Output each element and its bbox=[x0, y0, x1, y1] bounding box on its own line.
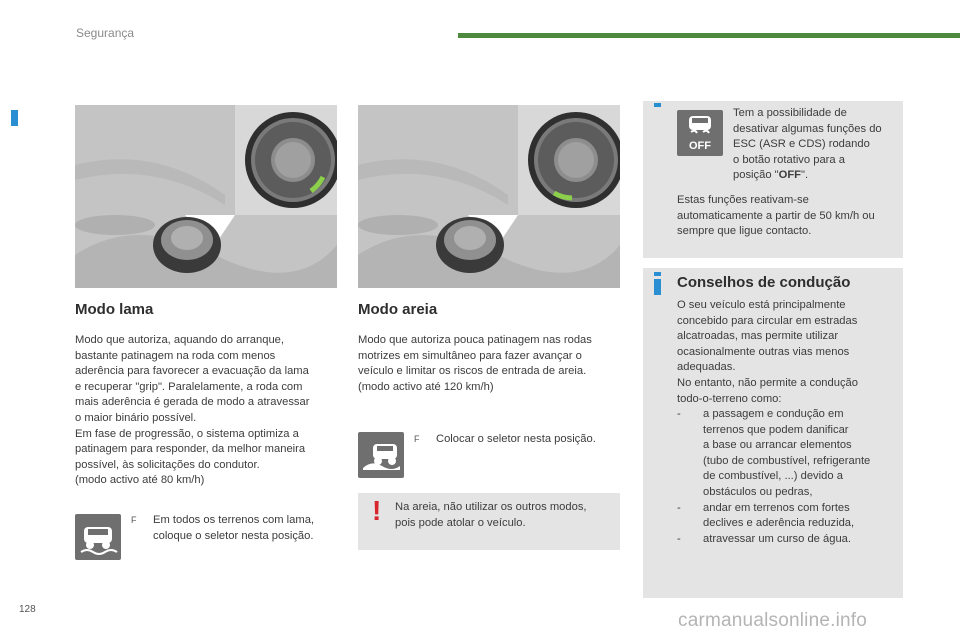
text-line: No entanto, não permite a condução bbox=[677, 376, 858, 389]
sand-mode-icon bbox=[358, 432, 404, 478]
list-item bbox=[677, 407, 901, 501]
text-line: aderência para favorecer a evacuação da lama bbox=[75, 365, 309, 378]
info-icon bbox=[654, 279, 661, 295]
off-keyword: OFF bbox=[778, 169, 802, 182]
esc-reactivate-text bbox=[677, 193, 901, 240]
dash-marker: - bbox=[677, 408, 681, 420]
text-line: terrenos que podem danificar bbox=[703, 423, 849, 436]
list-item bbox=[677, 532, 901, 548]
text-line: sempre que ligue contacto. bbox=[677, 225, 812, 238]
text-line: e recuperar "grip". Paralelamente, a roda com bbox=[75, 380, 303, 393]
info-icon bbox=[11, 110, 18, 126]
text-line: O seu veículo está principalmente bbox=[677, 299, 846, 311]
text-line: pois pode atolar o veículo. bbox=[395, 516, 526, 529]
text-line: ocasionalmente outras vias menos bbox=[677, 345, 850, 358]
driving-advice-intro bbox=[677, 298, 901, 407]
text-line: mais aderência é gerada de modo a atravessar bbox=[75, 396, 310, 409]
dash-marker: - bbox=[677, 532, 681, 545]
bullet-marker: F bbox=[131, 515, 137, 525]
text-line: adequadas. bbox=[677, 361, 736, 374]
text-line: possível, às solicitações do condutor. bbox=[75, 458, 260, 471]
section-bar bbox=[458, 33, 960, 38]
text-line: andar em terrenos com fortes bbox=[703, 501, 850, 514]
text-line: Na areia, não utilizar os outros modos, bbox=[395, 501, 587, 513]
text-line: bastante patinagem na roda com menos bbox=[75, 349, 276, 362]
text-line: o maior binário possível. bbox=[75, 411, 197, 424]
driving-advice-list bbox=[677, 407, 901, 547]
esc-off-icon bbox=[677, 110, 723, 156]
text-fragment: posição " bbox=[733, 169, 779, 182]
watermark: carmanualsonline.info bbox=[678, 610, 868, 631]
esc-off-icon-label: OFF bbox=[689, 140, 711, 152]
text-line: (tubo de combustível, refrigerante bbox=[703, 454, 871, 467]
text-line: a passagem e condução em bbox=[703, 408, 844, 420]
text-line: automaticamente a partir de 50 km/h ou bbox=[677, 209, 875, 222]
esc-off-text bbox=[733, 106, 901, 184]
info-icon-dot bbox=[654, 103, 661, 107]
text-line: coloque o seletor nesta posição. bbox=[153, 529, 314, 542]
text-line: atravessar um curso de água. bbox=[703, 532, 851, 545]
text-line: (modo activo até 120 km/h) bbox=[358, 380, 494, 393]
mud-mode-description bbox=[75, 333, 343, 489]
mud-mode-dial-illustration bbox=[75, 105, 337, 288]
list-item bbox=[677, 501, 901, 532]
text-line: motrizes em simultâneo para fazer avançar o bbox=[358, 349, 582, 362]
text-line: Tem a possibilidade de bbox=[733, 107, 847, 119]
info-icon-dot bbox=[654, 272, 661, 276]
text-line: Estas funções reativam-se bbox=[677, 194, 809, 206]
sand-mode-title: Modo areia bbox=[358, 301, 438, 318]
sand-mode-dial-illustration bbox=[358, 105, 620, 288]
text-line: concebido para circular em estradas bbox=[677, 314, 858, 327]
text-line: desativar algumas funções do bbox=[733, 122, 882, 135]
text-line: a base ou arrancar elementos bbox=[703, 439, 852, 452]
mud-mode-instruction bbox=[131, 513, 341, 544]
mud-mode-title: Modo lama bbox=[75, 301, 154, 318]
text-line: Modo que autoriza, aquando do arranque, bbox=[75, 334, 284, 346]
text-line: patinagem para responder, da melhor maneira bbox=[75, 443, 306, 456]
text-line: todo-o-terreno como: bbox=[677, 392, 782, 405]
driving-advice-title: Conselhos de condução bbox=[677, 274, 851, 291]
text-line: Em todos os terrenos com lama, bbox=[153, 514, 315, 526]
text-line: Colocar o seletor nesta posição. bbox=[436, 433, 596, 445]
dash-marker: - bbox=[677, 501, 681, 514]
text-line: Modo que autoriza pouca patinagem nas rodas bbox=[358, 334, 592, 346]
mud-mode-photo bbox=[75, 105, 337, 288]
sand-warning-box bbox=[358, 493, 620, 550]
sand-mode-instruction bbox=[414, 432, 624, 448]
text-line: obstáculos ou pedras, bbox=[703, 485, 813, 498]
text-line: ESC (ASR e CDS) rodando bbox=[733, 138, 870, 151]
sand-mode-description bbox=[358, 333, 626, 395]
text-line: alcatroadas, mas permite utilizar bbox=[677, 330, 839, 343]
text-line: de combustível, ...) devido a bbox=[703, 470, 843, 483]
text-line: veículo e limitar os riscos de entrada de areia. bbox=[358, 365, 587, 378]
text-fragment: ". bbox=[801, 169, 809, 182]
text-line: Em fase de progressão, o sistema optimiza a bbox=[75, 427, 299, 440]
section-label: Segurança bbox=[76, 26, 135, 40]
sand-mode-photo bbox=[358, 105, 620, 288]
mud-mode-icon bbox=[75, 514, 121, 560]
text-line: o botão rotativo para a bbox=[733, 153, 845, 166]
bullet-marker: F bbox=[414, 434, 420, 444]
page-number: 128 bbox=[19, 604, 36, 615]
sand-warning-text bbox=[395, 500, 611, 531]
text-line: declives e aderência reduzida, bbox=[703, 517, 855, 530]
text-line bbox=[733, 168, 901, 184]
text-line: (modo activo até 80 km/h) bbox=[75, 474, 205, 487]
warning-icon: ! bbox=[372, 495, 382, 526]
